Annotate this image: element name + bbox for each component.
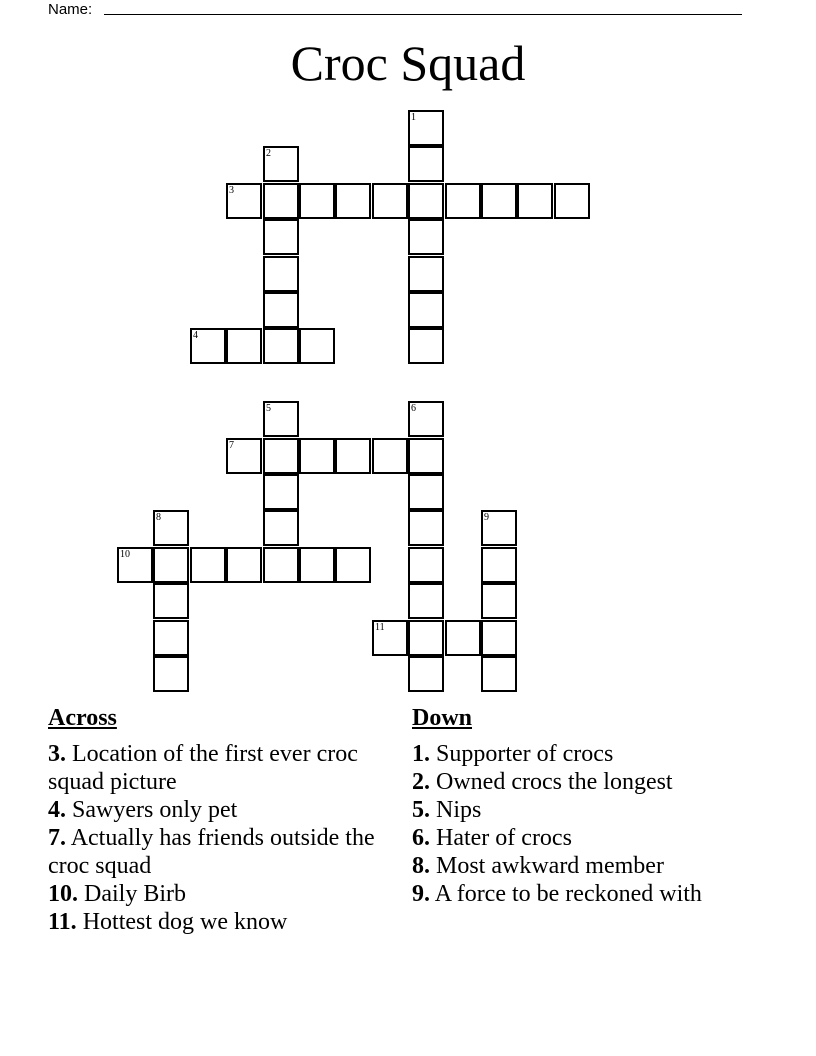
clue-text: Nips bbox=[436, 797, 482, 823]
clue-down-5 bbox=[412, 796, 742, 824]
crossword-cell[interactable] bbox=[408, 183, 444, 219]
crossword-cell[interactable] bbox=[408, 656, 444, 692]
clue-text: Supporter of crocs bbox=[436, 741, 614, 767]
crossword-cell[interactable] bbox=[153, 656, 189, 692]
clue-across-11 bbox=[48, 908, 388, 936]
crossword-cell[interactable] bbox=[153, 547, 189, 583]
down-heading: Down bbox=[412, 705, 473, 731]
cell-number: 3 bbox=[229, 185, 234, 196]
crossword-cell[interactable] bbox=[554, 183, 590, 219]
crossword-cell[interactable] bbox=[226, 438, 262, 474]
cell-number: 5 bbox=[266, 403, 271, 414]
cell-number: 11 bbox=[375, 622, 385, 633]
crossword-cell[interactable] bbox=[481, 620, 517, 656]
clue-text: Daily Birb bbox=[84, 881, 186, 907]
clue-number: 3. bbox=[48, 741, 66, 767]
crossword-cell[interactable] bbox=[263, 328, 299, 364]
crossword-cell[interactable] bbox=[190, 547, 226, 583]
clue-down-8 bbox=[412, 852, 742, 880]
crossword-cell[interactable] bbox=[190, 328, 226, 364]
clue-text: Most awkward member bbox=[436, 853, 664, 879]
clue-text: Actually has friends outside the croc squad bbox=[48, 825, 375, 879]
clue-down-6 bbox=[412, 824, 742, 852]
crossword-cell[interactable] bbox=[263, 474, 299, 510]
crossword-cell[interactable] bbox=[263, 219, 299, 255]
crossword-cell[interactable] bbox=[226, 183, 262, 219]
crossword-cell[interactable] bbox=[408, 401, 444, 437]
crossword-cell[interactable] bbox=[263, 183, 299, 219]
clue-across-10 bbox=[48, 880, 388, 908]
clue-text: Location of the first ever croc squad picture bbox=[48, 741, 358, 795]
crossword-cell[interactable] bbox=[481, 583, 517, 619]
crossword-cell[interactable] bbox=[335, 183, 371, 219]
cell-number: 2 bbox=[266, 148, 271, 159]
down-clues bbox=[412, 702, 742, 908]
clue-text: Hottest dog we know bbox=[82, 909, 288, 935]
across-heading: Across bbox=[48, 705, 117, 731]
cell-number: 7 bbox=[229, 440, 234, 451]
page-title: Croc Squad bbox=[290, 35, 526, 91]
crossword-cell[interactable] bbox=[263, 510, 299, 546]
clue-number: 10. bbox=[48, 881, 78, 907]
cell-number: 8 bbox=[156, 512, 161, 523]
crossword-cell[interactable] bbox=[408, 474, 444, 510]
clue-number: 11. bbox=[48, 909, 77, 935]
crossword-cell[interactable] bbox=[263, 256, 299, 292]
clue-down-1 bbox=[412, 740, 742, 768]
crossword-cell[interactable] bbox=[481, 183, 517, 219]
clue-number: 4. bbox=[48, 797, 66, 823]
clue-number: 6. bbox=[412, 825, 430, 851]
crossword-cell[interactable] bbox=[372, 183, 408, 219]
crossword-cell[interactable] bbox=[153, 620, 189, 656]
name-label: Name: bbox=[48, 1, 93, 18]
crossword-cell[interactable] bbox=[263, 292, 299, 328]
clue-number: 8. bbox=[412, 853, 430, 879]
crossword-cell[interactable] bbox=[226, 328, 262, 364]
clue-down-9 bbox=[412, 880, 742, 908]
crossword-cell[interactable] bbox=[408, 256, 444, 292]
crossword-cell[interactable] bbox=[445, 620, 481, 656]
clue-text: A force to be reckoned with bbox=[434, 881, 702, 907]
across-clues bbox=[48, 702, 388, 936]
crossword-cell[interactable] bbox=[408, 547, 444, 583]
clue-number: 9. bbox=[412, 881, 430, 907]
cell-number: 4 bbox=[193, 330, 198, 341]
crossword-cell[interactable] bbox=[481, 510, 517, 546]
crossword-cell[interactable] bbox=[408, 620, 444, 656]
crossword-cell[interactable] bbox=[372, 620, 408, 656]
crossword-cell[interactable] bbox=[408, 510, 444, 546]
crossword-cell[interactable] bbox=[408, 328, 444, 364]
crossword-cell[interactable] bbox=[408, 219, 444, 255]
crossword-cell[interactable] bbox=[117, 547, 153, 583]
crossword-cell[interactable] bbox=[408, 292, 444, 328]
clue-across-4 bbox=[48, 796, 388, 824]
crossword-cell[interactable] bbox=[481, 547, 517, 583]
crossword-cell[interactable] bbox=[408, 583, 444, 619]
cell-number: 9 bbox=[484, 512, 489, 523]
clue-number: 7. bbox=[48, 825, 66, 851]
crossword-cell[interactable] bbox=[299, 328, 335, 364]
crossword-cell[interactable] bbox=[408, 438, 444, 474]
cell-number: 1 bbox=[411, 112, 416, 123]
crossword-cell[interactable] bbox=[153, 510, 189, 546]
crossword-cell[interactable] bbox=[335, 438, 371, 474]
crossword-cell[interactable] bbox=[372, 438, 408, 474]
crossword-cell[interactable] bbox=[481, 656, 517, 692]
clue-down-2 bbox=[412, 768, 742, 796]
crossword-cell[interactable] bbox=[153, 583, 189, 619]
clue-text: Owned crocs the longest bbox=[436, 769, 673, 795]
crossword-cell[interactable] bbox=[408, 110, 444, 146]
crossword-cell[interactable] bbox=[299, 547, 335, 583]
clue-text: Hater of crocs bbox=[436, 825, 572, 851]
crossword-cell[interactable] bbox=[299, 438, 335, 474]
crossword-cell[interactable] bbox=[263, 438, 299, 474]
crossword-cell[interactable] bbox=[263, 547, 299, 583]
clue-number: 1. bbox=[412, 741, 430, 767]
clue-across-7 bbox=[48, 824, 388, 880]
crossword-cell[interactable] bbox=[517, 183, 553, 219]
crossword-cell[interactable] bbox=[263, 401, 299, 437]
crossword-cell[interactable] bbox=[226, 547, 262, 583]
crossword-cell[interactable] bbox=[445, 183, 481, 219]
clue-text: Sawyers only pet bbox=[72, 797, 238, 823]
clue-across-3 bbox=[48, 740, 388, 796]
clue-number: 5. bbox=[412, 797, 430, 823]
crossword-cell[interactable] bbox=[263, 146, 299, 182]
crossword-cell[interactable] bbox=[299, 183, 335, 219]
cell-number: 6 bbox=[411, 403, 416, 414]
crossword-cell[interactable] bbox=[408, 146, 444, 182]
cell-number: 10 bbox=[120, 549, 130, 560]
crossword-cell[interactable] bbox=[335, 547, 371, 583]
clue-number: 2. bbox=[412, 769, 430, 795]
